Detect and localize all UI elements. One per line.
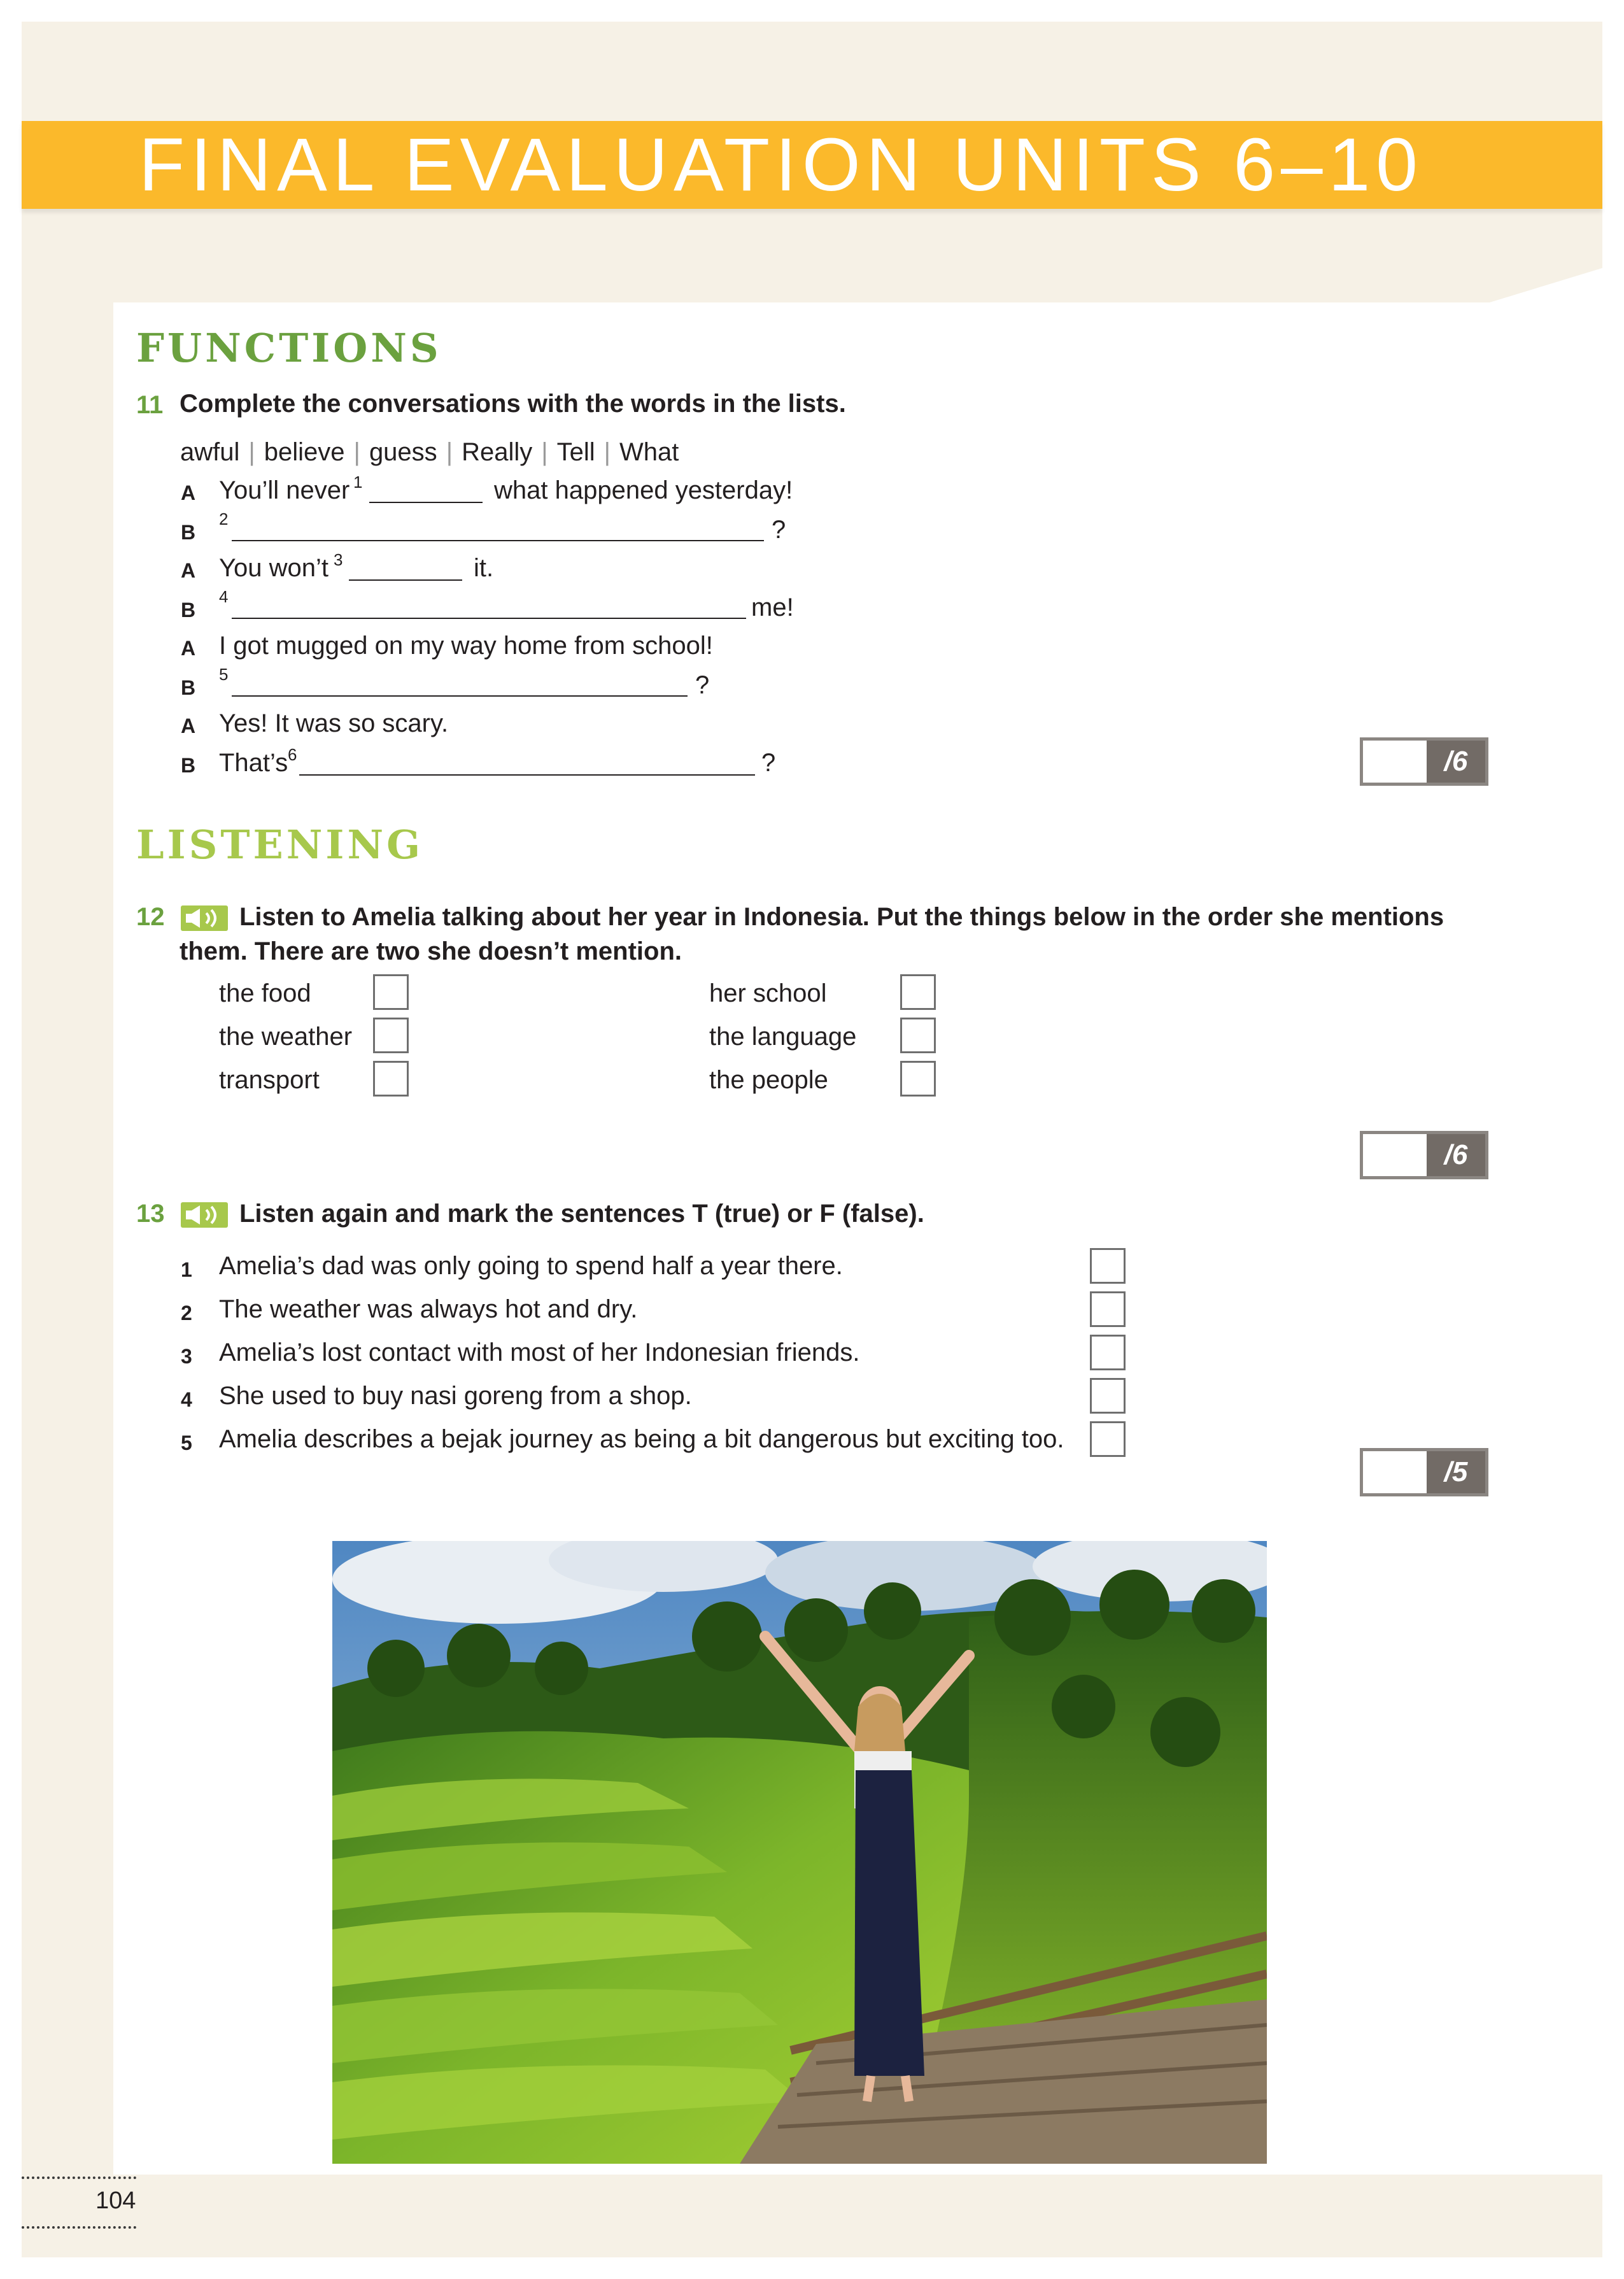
rice-terrace-photo (332, 1541, 1267, 2164)
sentence-number: 3 (181, 1345, 192, 1368)
answer-blank-3[interactable] (349, 579, 462, 581)
dialogue-text: That’s (219, 749, 288, 777)
score-box-11[interactable] (1360, 737, 1488, 786)
sentence-text: Amelia describes a bejak journey as being a bit dangerous but exciting too. (219, 1425, 1064, 1453)
audio-track-icon (181, 905, 228, 931)
answer-blank-6[interactable] (299, 774, 755, 776)
true-false-box[interactable] (1090, 1378, 1126, 1414)
sentence-text: The weather was always hot and dry. (219, 1295, 638, 1323)
order-box[interactable] (373, 974, 409, 1010)
answer-blank-4[interactable] (232, 618, 746, 619)
word: Tell (556, 438, 595, 466)
page-number: 104 (95, 2187, 136, 2214)
dialogue-text: what happened yesterday! (494, 476, 793, 504)
word: guess (369, 438, 437, 466)
order-box[interactable] (900, 1061, 936, 1097)
order-item-label: the people (709, 1066, 828, 1094)
speaker-label: A (181, 481, 196, 504)
dialogue-text: ? (695, 671, 710, 699)
section-heading-functions: FUNCTIONS (136, 325, 442, 371)
dialogue-text: me! (751, 593, 794, 621)
score-box-13[interactable] (1360, 1448, 1488, 1496)
true-false-box[interactable] (1090, 1421, 1126, 1457)
dialogue-text: You’ll never (219, 476, 350, 504)
blank-number: 6 (288, 745, 297, 764)
dialogue-text: Yes! It was so scary. (219, 709, 449, 737)
answer-blank-5[interactable] (232, 695, 688, 697)
section-heading-listening: LISTENING (136, 821, 424, 868)
question-number-12: 12 (136, 903, 165, 931)
word-list: awful | believe | guess | Really | Tell | What (180, 438, 679, 466)
photo-illustration (332, 1541, 1267, 2164)
question-13-instruction: Listen again and mark the sentences T (true) or F (false). (239, 1200, 924, 1228)
order-box[interactable] (900, 1018, 936, 1053)
order-item-label: transport (219, 1066, 320, 1094)
dialogue-text: ? (772, 516, 786, 544)
speaker-label: A (181, 559, 196, 582)
word: believe (264, 438, 345, 466)
sentence-text: Amelia’s lost contact with most of her Indonesian friends. (219, 1338, 860, 1367)
sentence-number: 1 (181, 1258, 192, 1281)
question-11-instruction: Complete the conversations with the words in the lists. (180, 390, 846, 418)
true-false-box[interactable] (1090, 1248, 1126, 1284)
speaker-label: B (181, 754, 196, 777)
blank-number: 1 (353, 472, 363, 492)
speaker-label: B (181, 521, 196, 544)
word: What (619, 438, 679, 466)
answer-blank-2[interactable] (232, 540, 764, 541)
order-box[interactable] (373, 1061, 409, 1097)
speaker-label: B (181, 599, 196, 621)
score-total: /6 (1427, 741, 1485, 783)
question-12-instruction-line2: them. There are two she doesn’t mention. (180, 937, 682, 965)
answer-blank-1[interactable] (369, 502, 483, 503)
sentence-text: Amelia’s dad was only going to spend half a year there. (219, 1252, 843, 1280)
sentence-text: She used to buy nasi goreng from a shop. (219, 1382, 692, 1410)
sentence-number: 5 (181, 1431, 192, 1454)
speaker-label: B (181, 676, 196, 699)
score-box-12[interactable] (1360, 1131, 1488, 1179)
blank-number: 4 (219, 587, 229, 606)
question-number-13: 13 (136, 1200, 165, 1228)
score-total: /5 (1427, 1451, 1485, 1493)
sentence-number: 2 (181, 1302, 192, 1324)
speaker-label: A (181, 637, 196, 660)
true-false-box[interactable] (1090, 1291, 1126, 1327)
dialogue-text: ? (761, 749, 776, 777)
dialogue-text: it. (474, 554, 494, 582)
dialogue-text: I got mugged on my way home from school! (219, 632, 713, 660)
word: awful (180, 438, 240, 466)
blank-number: 3 (334, 550, 343, 569)
true-false-box[interactable] (1090, 1335, 1126, 1370)
word: Really (462, 438, 533, 466)
page-number-divider-top (22, 2176, 136, 2179)
order-box[interactable] (373, 1018, 409, 1053)
order-item-label: the language (709, 1023, 857, 1051)
dialogue-text: You won’t (219, 554, 328, 582)
speaker-label: A (181, 714, 196, 737)
panel-corner (1483, 267, 1604, 304)
sentence-number: 4 (181, 1388, 192, 1411)
question-number-11: 11 (136, 391, 164, 419)
blank-number: 2 (219, 509, 229, 529)
order-item-label: her school (709, 979, 827, 1007)
page-title: FINAL EVALUATION UNITS 6–10 (139, 123, 1423, 207)
score-total: /6 (1427, 1134, 1485, 1176)
order-item-label: the food (219, 979, 311, 1007)
order-box[interactable] (900, 974, 936, 1010)
blank-number: 5 (219, 665, 229, 684)
question-12-instruction-line1: Listen to Amelia talking about her year in Indonesia. Put the things below in the order she mentions (239, 903, 1444, 931)
audio-track-icon (181, 1202, 228, 1228)
page-number-divider-bottom (22, 2226, 136, 2229)
order-item-label: the weather (219, 1023, 353, 1051)
